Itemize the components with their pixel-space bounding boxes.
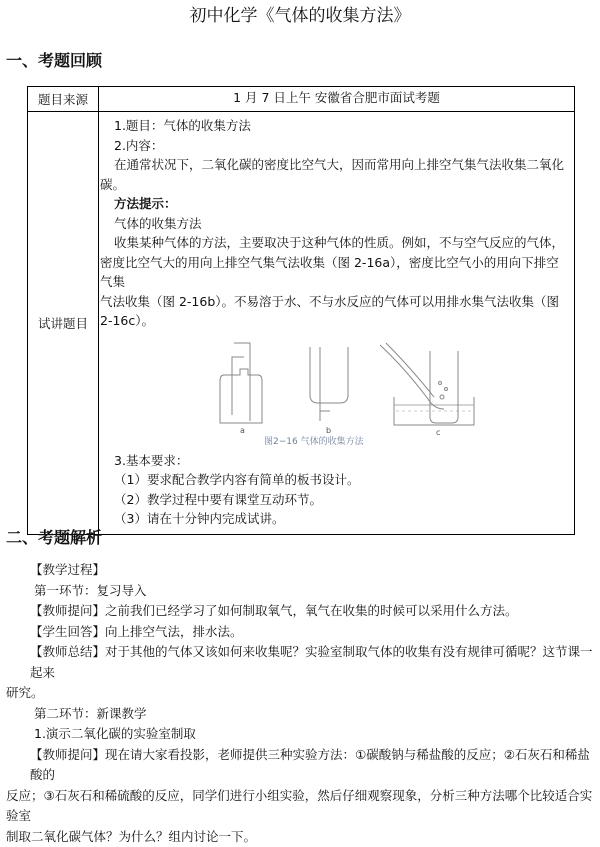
- analysis-body: [6, 560, 594, 847]
- subsection-heading: 1.演示二氧化碳的实验室制取: [6, 724, 594, 745]
- requirement-item: （2）教学过程中要有课堂互动环节。: [114, 490, 565, 510]
- exam-info-table: [27, 86, 575, 535]
- stage-heading: 第二环节：新课教学: [6, 704, 594, 725]
- content-line: 2.内容：: [114, 136, 565, 156]
- topic-label: 试讲题目: [28, 112, 99, 535]
- paragraph-line: 制取二氧化碳气体？为什么？组内讨论一下。: [6, 827, 594, 847]
- body-line: 碳。: [100, 175, 565, 195]
- requirement-item: （1）要求配合教学内容有简单的板书设计。: [114, 470, 565, 490]
- table-row: [28, 112, 575, 535]
- figure-label-a: a: [240, 426, 245, 435]
- paragraph-line: 【教师总结】对于其他的气体又该如何来收集呢？实验室制取气体的收集有没有规律可循呢？这节课一起来: [6, 642, 594, 683]
- body-line: 气法收集（图 2-16b）。不易溶于水、不与水反应的气体可以用排水集气法收集（图 2-16c）。: [100, 292, 565, 331]
- paragraph-line: 【教师提问】现在请大家看投影，老师提供三种实验方法：①碳酸钠与稀盐酸的反应；②石灰石和稀盐酸的: [6, 745, 594, 786]
- figure-label-c: c: [436, 428, 440, 437]
- teaching-process-heading: 【教学过程】: [6, 560, 594, 581]
- topic-content: [99, 112, 575, 535]
- paragraph-line: 反应；③石灰石和稀硫酸的反应，同学们进行小组实验，然后仔细观察现象，分析三种方法哪个比较适合实验室: [6, 786, 594, 827]
- requirement-item: （3）请在十分钟内完成试讲。: [114, 509, 565, 529]
- section-heading-review: 一、考题回顾: [6, 50, 102, 72]
- stage-heading: 第一环节：复习导入: [6, 581, 594, 602]
- body-line: 密度比空气大的用向上排空气集气法收集（图 2-16a），密度比空气小的用向下排空气集: [100, 253, 565, 292]
- paragraph-line: 研究。: [6, 683, 594, 704]
- section-heading-analysis: 二、考题解析: [6, 527, 102, 549]
- body-line: 气体的收集方法: [114, 214, 565, 234]
- paragraph-line: 【教师提问】之前我们已经学习了如何制取氧气，氧气在收集的时候可以采用什么方法。: [6, 601, 594, 622]
- source-label: 题目来源: [28, 87, 99, 112]
- paragraph-line: 【学生回答】向上排空气法，排水法。: [6, 622, 594, 643]
- topic-line: 1.题目：气体的收集方法: [114, 116, 565, 136]
- gas-collection-illustration: [204, 337, 534, 445]
- table-row: [28, 87, 575, 112]
- figure-caption: 图2−16 气体的收集方法: [264, 433, 364, 453]
- document-title: 初中化学《气体的收集方法》: [0, 4, 600, 28]
- gas-collection-figure: [114, 337, 565, 447]
- method-hint-heading: 方法提示：: [114, 194, 565, 214]
- body-line: 收集某种气体的方法，主要取决于这种气体的性质。例如，不与空气反应的气体，: [114, 233, 565, 253]
- requirements-heading: 3.基本要求：: [114, 451, 565, 471]
- source-value: 1 月 7 日上午 安徽省合肥市面试考题: [99, 87, 575, 112]
- figure-label-b: b: [326, 426, 331, 435]
- body-line: 在通常状况下，二氧化碳的密度比空气大，因而常用向上排空气集气法收集二氧化: [114, 155, 565, 175]
